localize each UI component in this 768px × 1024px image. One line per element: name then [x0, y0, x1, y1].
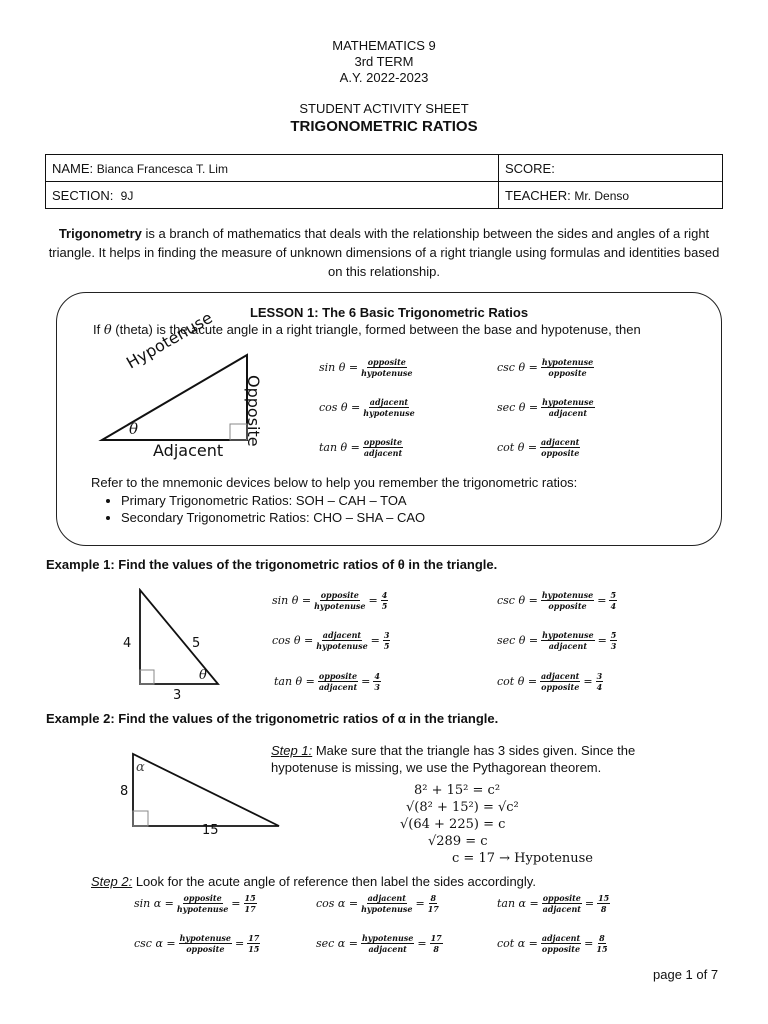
example1-triangle	[130, 588, 230, 688]
ex1-csc: csc θ = $\frac{\text{hypotenuse}}{\text{opposite}}$ = $\frac{5}{4}$	[497, 590, 617, 611]
intro-text: is a branch of mathematics that deals with the relationship between the sides and angles of a right triangle. It helps in finding the measure of unknown dimensions of a right triangle using formulas and identities based on this relationship.	[48, 226, 720, 279]
subject-heading: MATHEMATICS 9	[332, 38, 436, 53]
section-label: SECTION:	[52, 187, 114, 203]
page-title: TRIGONOMETRIC RATIOS	[290, 118, 478, 135]
ex2-sin: sin α = $\frac{\text{opposite}}{\text{hypotenuse}}$ = $\frac{15}{17}$	[134, 893, 256, 914]
ex1-sin: sin θ = $\frac{\text{opposite}}{\text{hypotenuse}}$ = $\frac{4}{5}$	[272, 590, 388, 611]
example2-title: Example 2: Find the values of the trigonometric ratios of α in the triangle.	[46, 711, 499, 726]
ex2-cot: cot α = $\frac{\text{adjacent}}{\text{opposite}}$ = $\frac{8}{15}$	[497, 933, 608, 954]
intro-paragraph	[45, 224, 723, 281]
ex1-side-opposite: 4	[123, 636, 132, 651]
ex1-cot: cot θ = $\frac{\text{adjacent}}{\text{opposite}}$ = $\frac{3}{4}$	[497, 671, 603, 692]
lesson-intro: If θ (theta) is the acute angle in a right triangle, formed between the base and hypotenuse, then	[93, 322, 641, 338]
ex2-side-adjacent: 8	[120, 784, 129, 799]
sec-ratio: sec θ = $\frac{\text{hypotenuse}}{\text{adjacent}}$	[497, 397, 594, 418]
name-cell	[46, 155, 499, 182]
hypotenuse-label: Hypotenuse	[123, 307, 216, 373]
example1-title: Example 1: Find the values of the trigonometric ratios of θ in the triangle.	[46, 557, 498, 572]
sin-ratio: sin θ = $\frac{\text{opposite}}{\text{hypotenuse}}$	[319, 357, 413, 378]
name-value: Bianca Francesca T. Lim	[96, 161, 228, 176]
ex2-angle-label: α	[136, 760, 145, 775]
example2-triangle	[125, 748, 285, 828]
step1	[271, 742, 681, 776]
sheet-type: STUDENT ACTIVITY SHEET	[299, 101, 469, 116]
opposite-label: Opposite	[244, 375, 263, 447]
teacher-label: TEACHER:	[505, 187, 571, 203]
teacher-value: Mr. Denso	[574, 188, 630, 203]
step1-text: Make sure that the triangle has 3 sides given. Since the hypotenuse is missing, we use the Pythagorean theorem.	[271, 743, 636, 775]
ex2-sec: sec α = $\frac{\text{hypotenuse}}{\text{adjacent}}$ = $\frac{17}{8}$	[316, 933, 442, 954]
ex2-tan: tan α = $\frac{\text{opposite}}{\text{adjacent}}$ = $\frac{15}{8}$	[497, 893, 610, 914]
page-number: page 1 of 7	[653, 967, 719, 982]
theta-label: θ	[129, 420, 139, 438]
name-label: NAME:	[52, 160, 94, 176]
cot-ratio: cot θ = $\frac{\text{adjacent}}{\text{opposite}}$	[497, 437, 580, 458]
student-info-table	[45, 154, 723, 209]
step2-label: Step 2:	[91, 874, 133, 889]
ex1-angle-label: θ	[199, 668, 207, 683]
mnemonic-primary: • Primary Trigonometric Ratios: SOH – CAH – TOA	[121, 492, 425, 509]
csc-ratio: csc θ = $\frac{\text{hypotenuse}}{\text{opposite}}$	[497, 357, 594, 378]
adjacent-label: Adjacent	[153, 441, 224, 460]
cos-ratio: cos θ = $\frac{\text{adjacent}}{\text{hypotenuse}}$	[319, 397, 415, 418]
ex2-csc: csc α = $\frac{\text{hypotenuse}}{\text{opposite}}$ = $\frac{17}{15}$	[134, 933, 260, 954]
intro-term: Trigonometry	[58, 226, 142, 241]
ex1-side-adjacent: 3	[173, 688, 182, 703]
term-heading: 3rd TERM	[354, 54, 414, 69]
step1-label: Step 1:	[271, 743, 313, 758]
ex1-cos: cos θ = $\frac{\text{adjacent}}{\text{hypotenuse}}$ = $\frac{3}{5}$	[272, 630, 390, 651]
mnemonic-secondary: • Secondary Trigonometric Ratios: CHO – SHA – CAO	[121, 509, 425, 526]
ex2-cos: cos α = $\frac{\text{adjacent}}{\text{hypotenuse}}$ = $\frac{8}{17}$	[316, 893, 439, 914]
mnemonic-list	[73, 492, 425, 526]
theta-symbol: θ	[103, 323, 112, 338]
tan-ratio: tan θ = $\frac{\text{opposite}}{\text{adjacent}}$	[319, 437, 403, 458]
ex2-side-opposite: 15	[202, 823, 219, 838]
ex1-sec: sec θ = $\frac{\text{hypotenuse}}{\text{adjacent}}$ = $\frac{5}{3}$	[497, 630, 617, 651]
score-label: SCORE:	[505, 160, 555, 176]
teacher-cell	[499, 182, 723, 209]
academic-year: A.Y. 2022-2023	[339, 70, 429, 85]
step2	[91, 874, 536, 889]
score-cell	[499, 155, 723, 182]
lesson-title: LESSON 1: The 6 Basic Trigonometric Ratios	[249, 305, 529, 320]
step2-text: Look for the acute angle of reference then label the sides accordingly.	[132, 874, 536, 889]
lesson-box	[56, 292, 722, 546]
mnemonic-intro: Refer to the mnemonic devices below to help you remember the trigonometric ratios:	[91, 475, 578, 490]
ex1-tan: tan θ = $\frac{\text{opposite}}{\text{adjacent}}$ = $\frac{4}{3}$	[274, 671, 380, 692]
section-cell	[46, 182, 499, 209]
section-value: 9J	[120, 188, 134, 203]
ex1-side-hypotenuse: 5	[192, 636, 201, 651]
pythagorean-work: 8² + 15² = c² √(8² + 15²) = √c² √(64 + 225) = c √289 = c c = 17 → Hypotenuse	[400, 783, 593, 866]
